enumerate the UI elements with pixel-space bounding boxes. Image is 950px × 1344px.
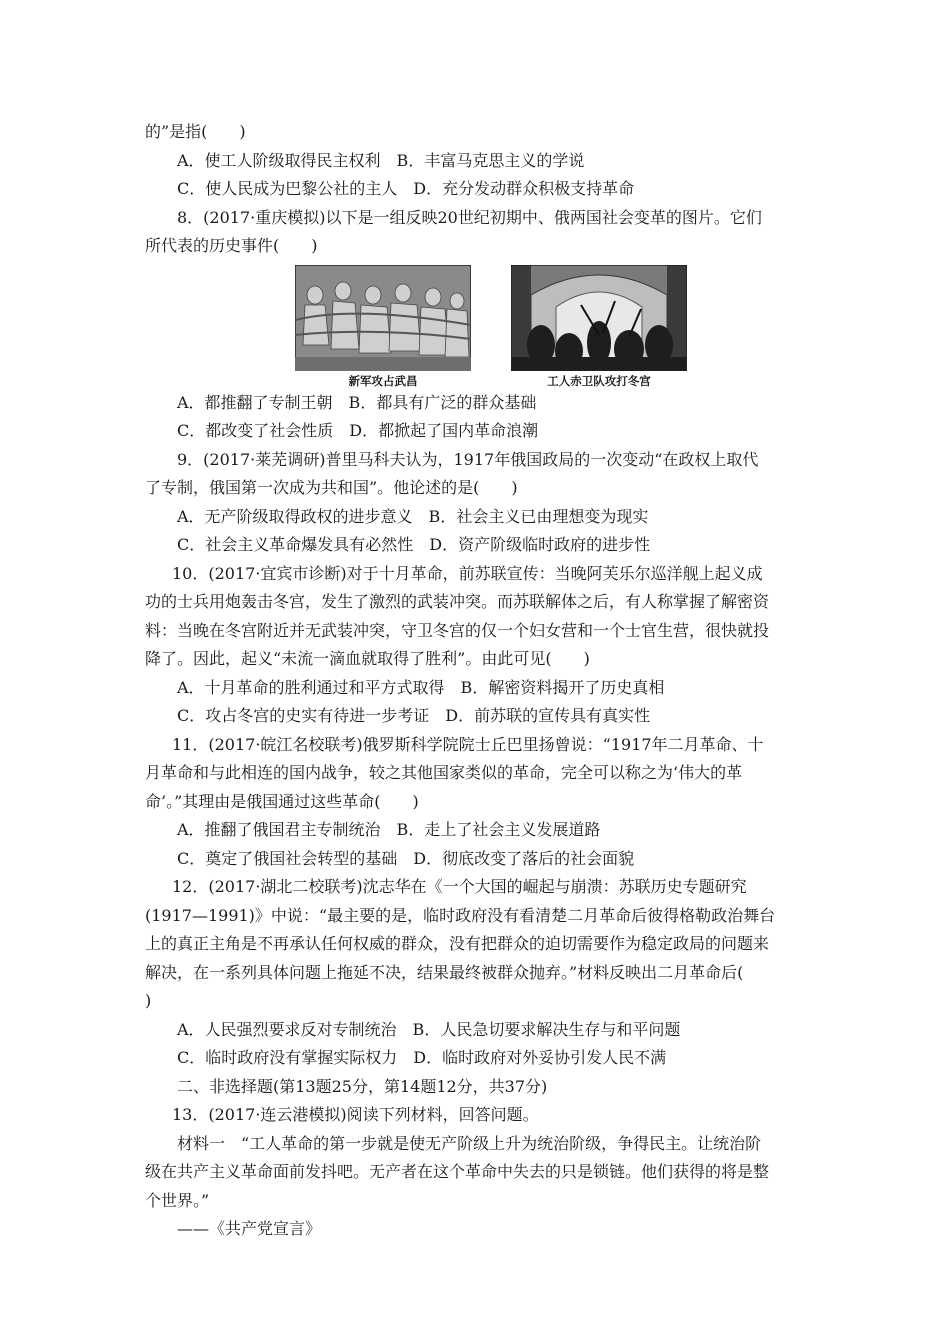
text-line: C．都改变了社会性质 D．都掀起了国内革命浪潮 (177, 421, 539, 440)
text-line: A．推翻了俄国君主专制统治 B．走上了社会主义发展道路 (177, 820, 601, 839)
document-page (145, 118, 810, 1244)
text-line: A．人民强烈要求反对专制统治 B．人民急切要求解决生存与和平问题 (177, 1019, 681, 1039)
text-line: C．社会主义革命爆发具有必然性 D．资产阶级临时政府的进步性 (177, 535, 651, 554)
figure-wuchang (295, 265, 471, 388)
text-line: 12．(2017·湖北二校联考)沈志华在《一个大国的崛起与崩溃：苏联历史专题研究 (172, 877, 747, 896)
text-line: 二、非选择题(第13题25分，第14题12分，共37分) (177, 1076, 548, 1096)
text-line: C．奠定了俄国社会转型的基础 D．彻底改变了落后的社会面貌 (177, 848, 635, 868)
text-line: A．都推翻了专制王朝 B．都具有广泛的群众基础 (177, 392, 537, 412)
figure-caption: 工人赤卫队攻打冬宫 (547, 373, 651, 388)
text-line: 所代表的历史事件( ) (145, 236, 318, 255)
text-line: 命’。”其理由是俄国通过这些革命( ) (145, 791, 419, 811)
text-line: 月革命和与此相连的国内战争，较之其他国家类似的革命，完全可以称之为‘伟大的革 (145, 763, 743, 782)
text-line: 解决，在一系列具体问题上拖延不决，结果最终被群众抛弃。”材料反映出二月革命后( (145, 962, 744, 982)
text-line: A．使工人阶级取得民主权利 B．丰富马克思主义的学说 (177, 150, 585, 170)
text-line: 的”是指( ) (145, 122, 246, 141)
text-line: 9．(2017·莱芜调研)普里马科夫认为，1917年俄国政局的一次变动“在政权上取代 (177, 449, 759, 469)
figure-winter-palace (511, 265, 687, 388)
text-block-top (145, 118, 810, 261)
text-line: C．临时政府没有掌握实际权力 D．临时政府对外妥协引发人民不满 (177, 1048, 667, 1067)
text-line: 降了。因此，起义“未流一滴血就取得了胜利”。由此可见( ) (145, 649, 590, 668)
text-line: A．十月革命的胜利通过和平方式取得 B．解密资料揭开了历史真相 (177, 677, 665, 697)
text-line: 料：当晚在冬宫附近并无武装冲突，守卫冬宫的仅一个妇女营和一个士官生营，很快就投 (145, 620, 770, 640)
text-line: (1917—1991)》中说：“最主要的是，临时政府没有看清楚二月革命后彼得格勒政治舞台 (145, 905, 776, 925)
text-line: C．攻占冬宫的史实有待进一步考证 D．前苏联的宣传具有真实性 (177, 706, 651, 725)
text-line: 上的真正主角是不再承认任何权威的群众，没有把群众的迫切需要作为稳定政局的问题来 (145, 934, 770, 953)
text-line: 10．(2017·宜宾市诊断)对于十月革命，前苏联宣传：当晚阿芙乐尔巡洋舰上起义成 (172, 563, 763, 583)
text-line: 级在共产主义革命面前发抖吧。无产者在这个革命中失去的只是锁链。他们获得的将是整 (145, 1162, 770, 1181)
text-line: A．无产阶级取得政权的进步意义 B．社会主义已由理想变为现实 (177, 506, 649, 526)
text-line: 11．(2017·皖江名校联考)俄罗斯科学院院士丘巴里扬曾说：“1917年二月革命、十 (172, 734, 764, 754)
text-line: 8．(2017·重庆模拟)以下是一组反映20世纪初期中、俄两国社会变革的图片。它们 (177, 207, 762, 227)
text-line: 了专制，俄国第一次成为共和国”。他论述的是( ) (145, 478, 518, 497)
relief-sculpture-image (295, 265, 471, 371)
text-line: ) (145, 991, 152, 1010)
text-line: 13．(2017·连云港模拟)阅读下列材料，回答问题。 (172, 1105, 539, 1124)
figure-caption: 新军攻占武昌 (348, 373, 418, 388)
text-block-bottom (145, 389, 810, 1244)
text-line: 材料一 “工人革命的第一步就是使无产阶级上升为统治阶级，争得民主。让统治阶 (177, 1133, 762, 1153)
text-line: ——《共产党宣言》 (177, 1219, 322, 1238)
text-line: C．使人民成为巴黎公社的主人 D．充分发动群众积极支持革命 (177, 179, 635, 198)
text-line: 个世界。” (145, 1190, 210, 1210)
figure-row (145, 261, 810, 389)
text-line: 功的士兵用炮轰击冬宫，发生了激烈的武装冲突。而苏联解体之后，有人称掌握了解密资 (145, 592, 770, 611)
winter-palace-storming-image (511, 265, 687, 371)
